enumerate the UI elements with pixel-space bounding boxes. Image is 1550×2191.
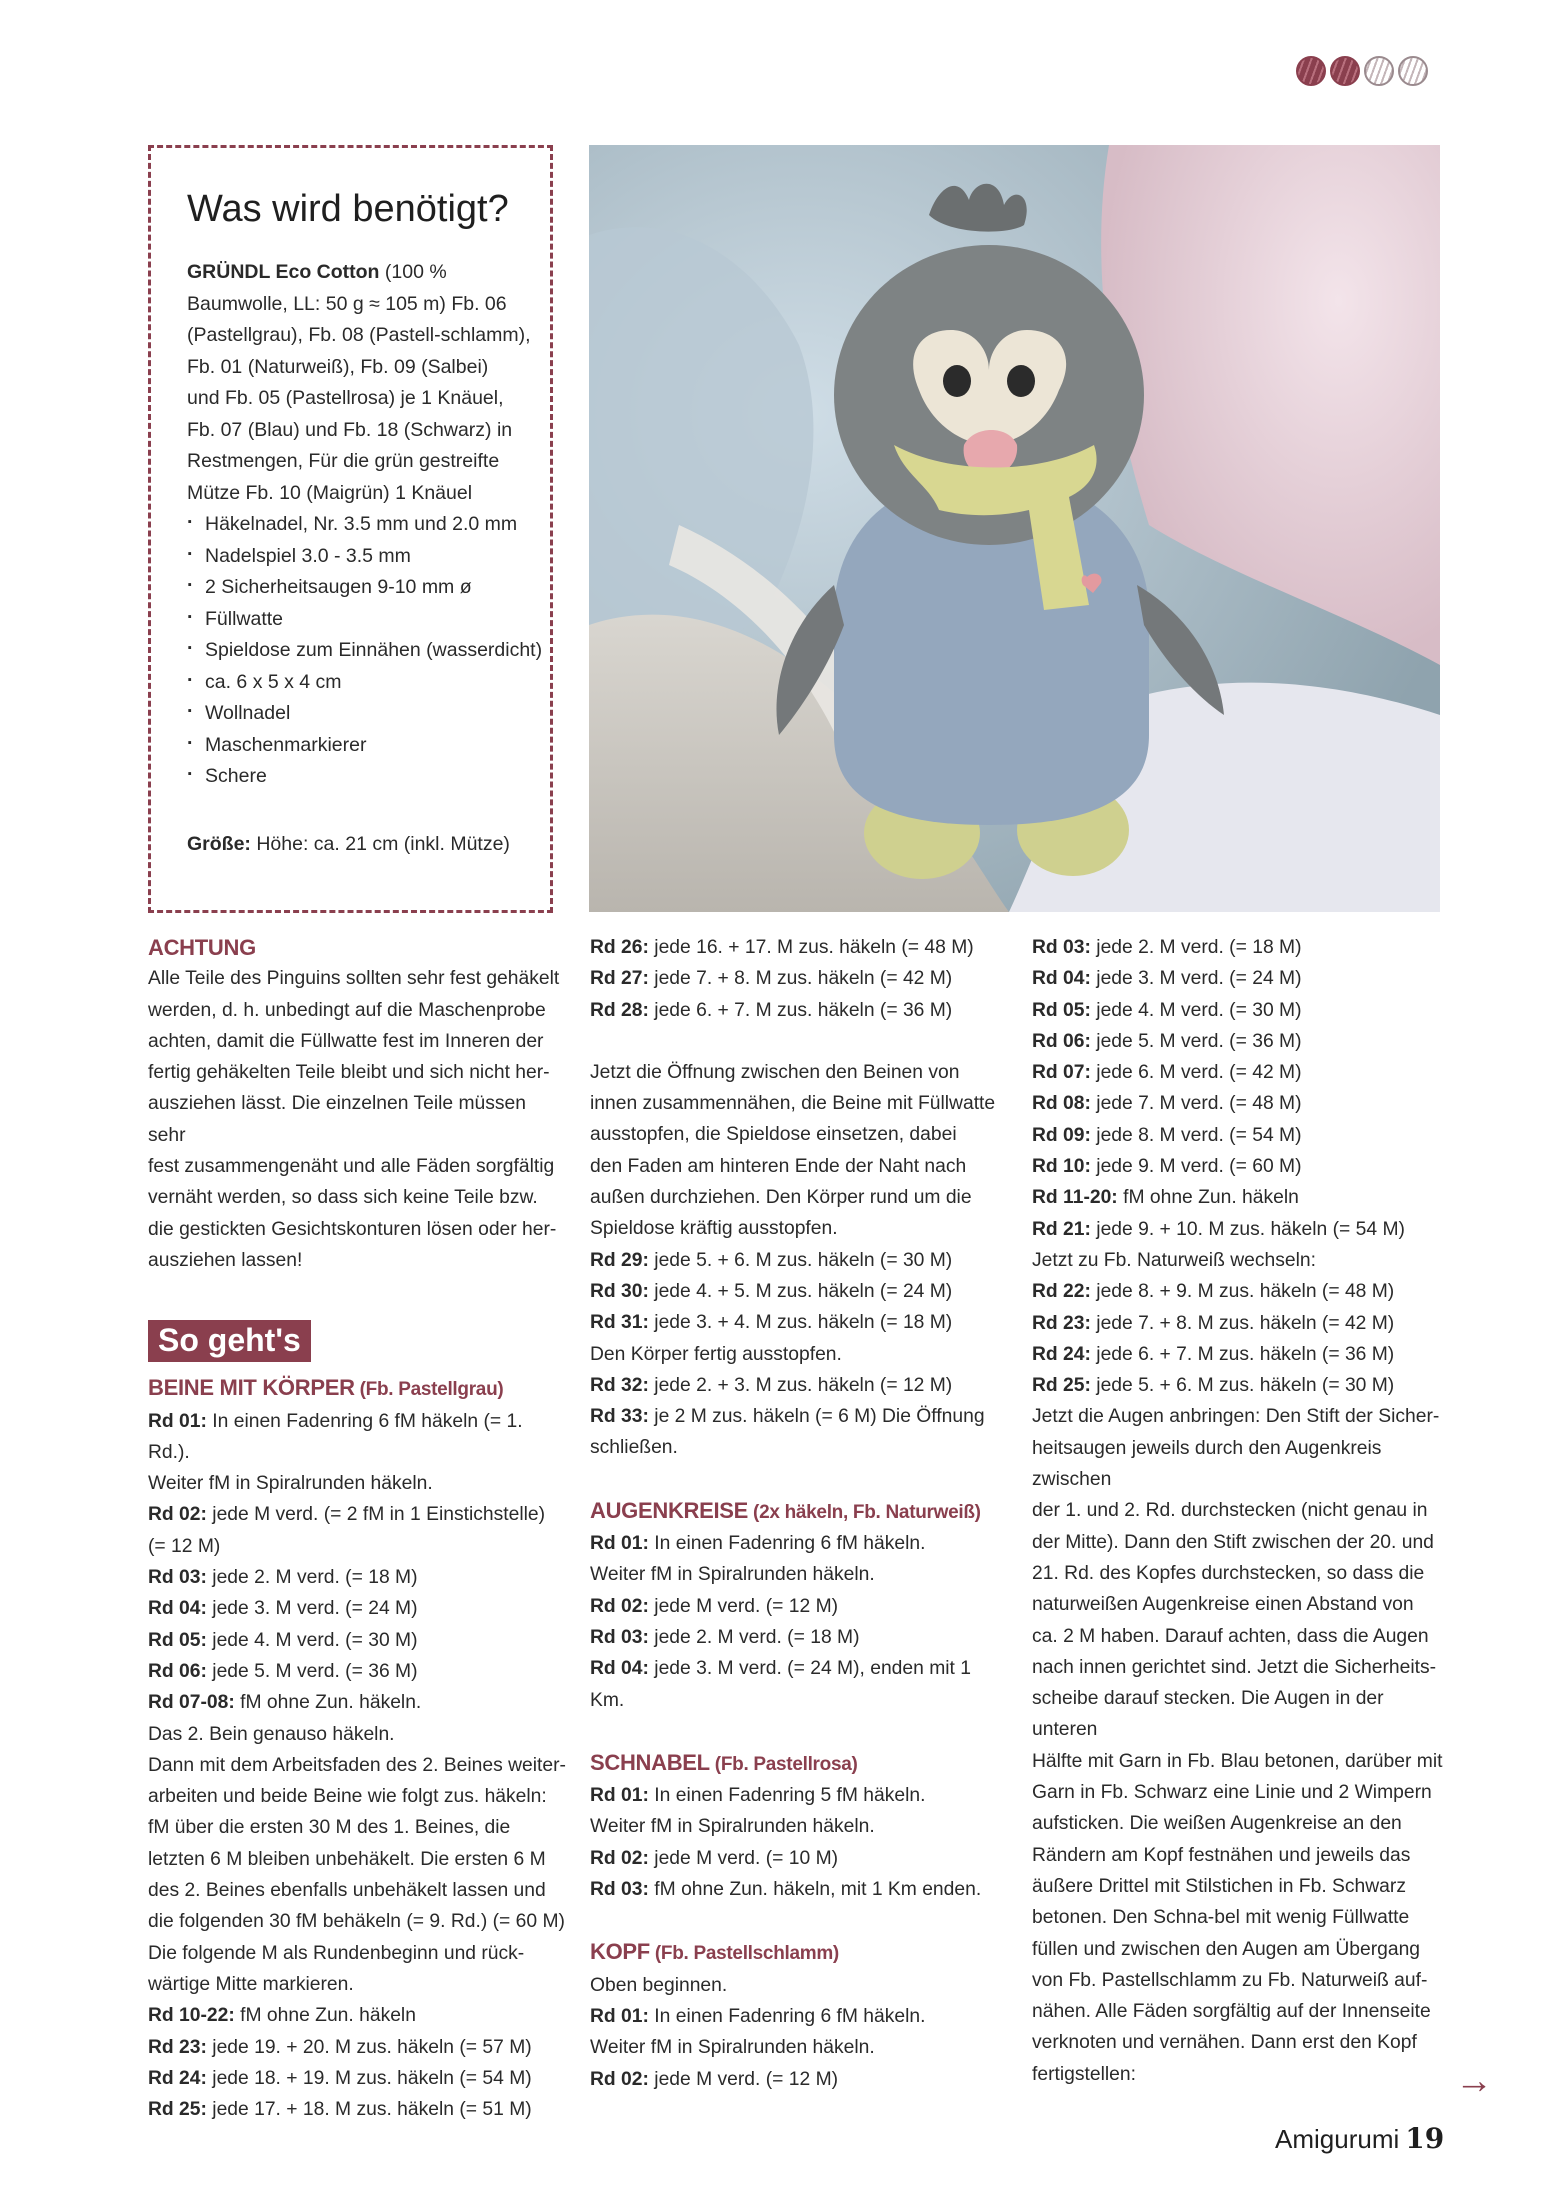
kopf-instructions <box>590 1970 1008 2095</box>
instruction-line <box>1032 1370 1450 1401</box>
instruction-text: jede 7. + 8. M zus. häkeln (= 42 M) <box>1090 1312 1395 1334</box>
instruction-line <box>590 1622 1008 1653</box>
round-label: Rd 05: <box>1032 999 1091 1021</box>
instruction-line <box>1032 1965 1450 1996</box>
instruction-line <box>148 1906 566 1937</box>
text-line: (Pastellgrau), Fb. 08 (Pastell-schlamm), <box>187 324 531 346</box>
column-1 <box>148 932 566 2125</box>
instruction-text: des 2. Beines ebenfalls unbehäkelt lassen und <box>148 1880 546 1902</box>
instruction-text: jede 6. + 7. M zus. häkeln (= 36 M) <box>648 999 953 1021</box>
beine-heading: BEINE MIT KÖRPER (Fb. Pastellgrau) <box>148 1375 504 1401</box>
column-3 <box>1032 932 1450 2090</box>
instruction-line <box>148 1875 566 1906</box>
instruction-text: fertigstellen: <box>1032 2063 1136 2085</box>
instruction-line <box>590 995 1008 1026</box>
round-label: Rd 06: <box>148 1660 207 1682</box>
instruction-text: jede 9. M verd. (= 60 M) <box>1090 1156 1302 1178</box>
instruction-text: jede 6. + 7. M zus. häkeln (= 36 M) <box>1090 1343 1395 1365</box>
material-item: · Nadelspiel 3.0 - 3.5 mm <box>187 541 550 573</box>
instruction-line <box>1032 1245 1450 1276</box>
round-label: Rd 02: <box>590 1847 649 1869</box>
instruction-line <box>148 1468 566 1499</box>
instruction-text: Garn in Fb. Schwarz eine Linie und 2 Wimpern <box>1032 1782 1432 1804</box>
instruction-text: Den Körper fertig ausstopfen. <box>590 1343 842 1365</box>
instruction-text: jede 7. M verd. (= 48 M) <box>1090 1093 1302 1115</box>
round-label: Rd 11-20: <box>1032 1187 1118 1209</box>
round-label: Rd 02: <box>590 1595 649 1617</box>
instruction-line <box>148 1781 566 1812</box>
material-item: · Füllwatte <box>187 604 550 636</box>
instruction-text: Jetzt zu Fb. Naturweiß wechseln: <box>1032 1249 1316 1271</box>
instruction-line <box>1032 1057 1450 1088</box>
instruction-line <box>148 1406 566 1469</box>
instruction-line <box>590 1874 1008 1905</box>
instruction-line <box>1032 932 1450 963</box>
instruction-text: Jetzt die Öffnung zwischen den Beinen von <box>590 1061 960 1083</box>
instruction-line <box>1032 1652 1450 1683</box>
instruction-line <box>1032 1026 1450 1057</box>
instruction-text: jede M verd. (= 12 M) <box>648 1595 839 1617</box>
instruction-text: jede 3. + 4. M zus. häkeln (= 18 M) <box>648 1312 953 1334</box>
round-label: Rd 30: <box>590 1280 649 1302</box>
instruction-line <box>590 1339 1008 1370</box>
instruction-line <box>1032 1558 1450 1589</box>
instruction-line <box>590 1591 1008 1622</box>
instruction-line <box>590 2032 1008 2063</box>
round-label: Rd 28: <box>590 999 649 1021</box>
instruction-text: jede 3. M verd. (= 24 M) <box>1090 968 1302 990</box>
instruction-line <box>1032 1401 1450 1432</box>
body-finish-instructions <box>590 1057 1008 1464</box>
kopf-instructions-continued <box>1032 932 1450 2090</box>
instruction-text: Dann mit dem Arbeitsfaden des 2. Beines weiter- <box>148 1754 566 1776</box>
instruction-line <box>590 963 1008 994</box>
text-line: (100 % <box>379 261 447 283</box>
page-footer <box>1275 2122 1444 2155</box>
schnabel-instructions <box>590 1780 1008 1905</box>
round-label: Rd 24: <box>148 2067 207 2089</box>
instruction-line <box>590 1151 1008 1182</box>
instruction-line <box>590 1528 1008 1559</box>
material-item: · 2 Sicherheitsaugen 9-10 mm ø <box>187 572 550 604</box>
round-label: Rd 23: <box>148 2036 207 2058</box>
round-label: Rd 03: <box>590 1879 649 1901</box>
material-item: · Schere <box>187 761 550 793</box>
instruction-text: ca. 2 M haben. Darauf achten, dass die Augen <box>1032 1625 1429 1647</box>
instruction-line <box>590 1843 1008 1874</box>
instruction-text: In einen Fadenring 5 fM häkeln. <box>648 1785 926 1807</box>
penguin-image <box>589 145 1440 912</box>
arrow-right-icon[interactable]: → <box>1455 2060 1493 2102</box>
instruction-text: nähen. Alle Fäden sorgfältig auf der Innenseite <box>1032 2001 1431 2023</box>
round-label: Rd 25: <box>1032 1375 1091 1397</box>
so-gehts-banner: So geht's <box>148 1320 311 1362</box>
text-line: Fb. 07 (Blau) und Fb. 18 (Schwarz) in <box>187 418 513 441</box>
instruction-text: Weiter fM in Spiralrunden häkeln. <box>590 1564 875 1586</box>
instruction-text: jede M verd. (= 2 fM in 1 Einstichstelle) <box>206 1504 546 1526</box>
round-label: Rd 31: <box>590 1312 649 1334</box>
instruction-text: jede 5. + 6. M zus. häkeln (= 30 M) <box>1090 1375 1395 1397</box>
material-item: · Wollnadel <box>187 698 550 730</box>
instruction-text: jede M verd. (= 10 M) <box>648 1847 839 1869</box>
instruction-line <box>1032 1621 1450 1652</box>
beine-instructions <box>148 1406 566 2126</box>
instruction-line <box>1032 963 1450 994</box>
instruction-line <box>148 1812 566 1843</box>
instruction-text: jede 5. M verd. (= 36 M) <box>206 1660 418 1682</box>
instruction-line <box>590 1276 1008 1307</box>
instruction-text: jede 6. M verd. (= 42 M) <box>1090 1062 1302 1084</box>
round-label: Rd 03: <box>590 1626 649 1648</box>
instruction-line <box>590 1119 1008 1150</box>
instruction-line <box>1032 1088 1450 1119</box>
materials-title: Was wird benötigt? <box>187 188 509 230</box>
instruction-text: jede 4. + 5. M zus. häkeln (= 24 M) <box>648 1280 953 1302</box>
instruction-line <box>590 1057 1008 1088</box>
instruction-text: aufsticken. Die weißen Augenkreise an den <box>1032 1813 1402 1835</box>
instruction-text: jede 19. + 20. M zus. häkeln (= 57 M) <box>206 2036 532 2058</box>
instruction-line <box>1032 1433 1450 1496</box>
instruction-text: jede 2. M verd. (= 18 M) <box>1090 937 1302 958</box>
instruction-text: ausstopfen, die Spieldose einsetzen, dabei <box>590 1124 957 1146</box>
round-label: Rd 01: <box>590 1533 649 1555</box>
instruction-text: äußere Drittel mit Stilstichen in Fb. Schwarz <box>1032 1875 1406 1897</box>
instruction-text: wärtige Mitte markieren. <box>148 1973 354 1995</box>
kopf-heading: KOPF (Fb. Pastellschlamm) <box>590 1939 839 1965</box>
instruction-text: Hälfte mit Garn in Fb. Blau betonen, darüber mit <box>1032 1750 1443 1772</box>
instruction-text: jede 16. + 17. M zus. häkeln (= 48 M) <box>648 937 974 958</box>
instruction-text: fM ohne Zun. häkeln. <box>234 1692 422 1714</box>
material-item: · ca. 6 x 5 x 4 cm <box>187 667 550 699</box>
round-label: Rd 23: <box>1032 1312 1091 1334</box>
yarn-ball-icon <box>1296 56 1326 86</box>
text-line: fest zusammengenäht und alle Fäden sorgfältig <box>148 1156 555 1178</box>
round-label: Rd 04: <box>1032 968 1091 990</box>
instruction-line <box>590 1653 1008 1716</box>
augenkreise-instructions <box>590 1528 1008 1716</box>
round-label: Rd 32: <box>590 1374 649 1396</box>
instruction-text: Das 2. Bein genauso häkeln. <box>148 1723 395 1745</box>
instruction-text: scheibe darauf stecken. Die Augen in der unteren <box>1032 1688 1384 1741</box>
yarn-ball-icon <box>1364 56 1394 86</box>
material-item: · Häkelnadel, Nr. 3.5 mm und 2.0 mm <box>187 509 550 541</box>
instruction-text: (= 12 M) <box>148 1535 221 1557</box>
round-label: Rd 21: <box>1032 1218 1091 1240</box>
instruction-text: von Fb. Pastellschlamm zu Fb. Naturweiß auf- <box>1032 1969 1428 1991</box>
instruction-line <box>1032 1151 1450 1182</box>
instruction-line <box>1032 1746 1450 1777</box>
instruction-line <box>1032 2027 1450 2058</box>
round-label: Rd 04: <box>590 1658 649 1680</box>
instruction-line <box>1032 2059 1450 2090</box>
round-label: Rd 08: <box>1032 1093 1091 1115</box>
instruction-line <box>148 1656 566 1687</box>
instruction-text: jede 5. M verd. (= 36 M) <box>1090 1030 1302 1052</box>
text-line: achten, damit die Füllwatte fest im Inneren der <box>148 1030 544 1052</box>
instruction-line <box>590 1970 1008 2001</box>
instruction-line <box>1032 1214 1450 1245</box>
instruction-text: Weiter fM in Spiralrunden häkeln. <box>590 1816 875 1838</box>
round-label: Rd 22: <box>1032 1281 1091 1303</box>
instruction-line <box>590 932 1008 963</box>
size-label: Größe: <box>187 832 251 855</box>
difficulty-rating <box>1296 56 1428 86</box>
instruction-text: arbeiten und beide Beine wie folgt zus. häkeln: <box>148 1786 547 1808</box>
augenkreise-heading: AUGENKREISE (2x häkeln, Fb. Naturweiß) <box>590 1497 981 1523</box>
achtung-text <box>148 963 566 1276</box>
instruction-line <box>590 1780 1008 1811</box>
instruction-line <box>1032 1871 1450 1902</box>
instruction-text: heitsaugen jeweils durch den Augenkreis zwischen <box>1032 1437 1382 1491</box>
instruction-line <box>1032 1777 1450 1808</box>
round-label: Rd 03: <box>1032 937 1091 958</box>
instruction-line <box>1032 1996 1450 2027</box>
instruction-text: jede 17. + 18. M zus. häkeln (= 51 M) <box>206 2099 532 2121</box>
yarn-name: GRÜNDL Eco Cotton <box>187 261 380 283</box>
instruction-text: fM ohne Zun. häkeln, mit 1 Km enden. <box>648 1879 982 1901</box>
instruction-text: fM ohne Zun. häkeln <box>234 2005 416 2027</box>
achtung-heading: ACHTUNG <box>148 935 256 960</box>
round-label: Rd 27: <box>590 968 649 990</box>
instruction-line <box>590 1088 1008 1119</box>
instruction-line <box>148 1750 566 1781</box>
instruction-text: Spieldose kräftig ausstopfen. <box>590 1218 838 1240</box>
instruction-line <box>148 2032 566 2063</box>
round-label: Rd 25: <box>148 2099 207 2121</box>
instruction-text: jede 8. M verd. (= 54 M) <box>1090 1124 1302 1146</box>
round-label: Rd 29: <box>590 1249 649 1271</box>
materials-list <box>187 509 550 793</box>
yarn-ball-icon <box>1330 56 1360 86</box>
instruction-text: jede 5. + 6. M zus. häkeln (= 30 M) <box>648 1249 953 1271</box>
round-label: Rd 04: <box>148 1598 207 1620</box>
instruction-line <box>1032 1902 1450 1933</box>
schnabel-heading: SCHNABEL (Fb. Pastellrosa) <box>590 1749 858 1775</box>
round-label: Rd 01: <box>590 1785 649 1807</box>
instruction-line <box>148 2063 566 2094</box>
text-line: vernäht werden, so dass sich keine Teile bzw. <box>148 1187 538 1209</box>
text-line: werden, d. h. unbedingt auf die Maschenprobe <box>148 999 546 1021</box>
instruction-line <box>590 2001 1008 2032</box>
instruction-line <box>590 1213 1008 1244</box>
instruction-text: jede 4. M verd. (= 30 M) <box>206 1629 418 1651</box>
instruction-line <box>590 2064 1008 2095</box>
column-2 <box>590 932 1008 2095</box>
instruction-text: In einen Fadenring 6 fM häkeln (= 1. Rd.). <box>148 1410 523 1463</box>
text-line: Fb. 01 (Naturweiß), Fb. 09 (Salbei) <box>187 355 489 378</box>
instruction-text: jede M verd. (= 12 M) <box>648 2068 839 2090</box>
instruction-text: Jetzt die Augen anbringen: Den Stift der Sicher- <box>1032 1406 1440 1428</box>
round-label: Rd 03: <box>148 1567 207 1589</box>
instruction-text: jede 3. M verd. (= 24 M), enden mit 1 Km. <box>590 1658 971 1711</box>
round-label: Rd 26: <box>590 937 649 958</box>
instruction-line <box>590 1811 1008 1842</box>
instruction-line <box>590 1432 1008 1463</box>
instruction-text: nach innen gerichtet sind. Jetzt die Sicherheits- <box>1032 1656 1437 1678</box>
instruction-text: In einen Fadenring 6 fM häkeln. <box>648 2005 926 2027</box>
instruction-text: jede 9. + 10. M zus. häkeln (= 54 M) <box>1090 1218 1405 1240</box>
text-line: ausziehen lässt. Die einzelnen Teile müssen sehr <box>148 1093 526 1146</box>
materials-box <box>148 145 553 913</box>
text-line: Baumwolle, LL: 50 g ≈ 105 m) Fb. 06 <box>187 292 507 315</box>
instruction-line <box>148 1499 566 1530</box>
page-number: 19 <box>1405 2122 1445 2155</box>
instruction-line <box>1032 1495 1450 1526</box>
instruction-text: letzten 6 M bleiben unbehäkelt. Die ersten 6 M <box>148 1848 546 1870</box>
instruction-line <box>148 1844 566 1875</box>
instruction-text: verknoten und vernähen. Dann erst den Kopf <box>1032 2032 1417 2054</box>
text-line: Alle Teile des Pinguins sollten sehr fest gehäkelt <box>148 968 560 990</box>
instruction-line <box>148 1687 566 1718</box>
text-line: die gestickten Gesichtskonturen lösen oder her- <box>148 1218 557 1240</box>
instruction-line <box>1032 1683 1450 1746</box>
yarn-description <box>187 257 550 509</box>
round-label: Rd 07: <box>1032 1062 1091 1084</box>
size-value: Höhe: ca. 21 cm (inkl. Mütze) <box>250 832 510 855</box>
penguin-photo <box>589 145 1440 912</box>
instruction-text: jede 4. M verd. (= 30 M) <box>1090 999 1302 1021</box>
round-label: Rd 02: <box>590 2068 649 2090</box>
text-line: Restmengen, Für die grün gestreifte <box>187 450 500 472</box>
magazine-name: Amigurumi <box>1275 2124 1400 2154</box>
text-line: ausziehen lassen! <box>148 1249 303 1271</box>
instruction-text: jede 3. M verd. (= 24 M) <box>206 1598 418 1620</box>
instruction-text: Weiter fM in Spiralrunden häkeln. <box>590 2037 875 2059</box>
round-label: Rd 02: <box>148 1504 207 1526</box>
instruction-line <box>590 1182 1008 1213</box>
instruction-text: außen durchziehen. Den Körper rund um die <box>590 1187 972 1209</box>
instruction-text: je 2 M zus. häkeln (= 6 M) Die Öffnung <box>648 1406 985 1428</box>
instruction-line <box>1032 1589 1450 1620</box>
instruction-line <box>148 1938 566 1969</box>
text-line: Mütze Fb. 10 (Maigrün) 1 Knäuel <box>187 481 473 504</box>
instruction-line <box>1032 1527 1450 1558</box>
instruction-line <box>1032 1840 1450 1871</box>
instruction-line <box>590 1245 1008 1276</box>
instruction-text: innen zusammennähen, die Beine mit Füllwatte <box>590 1093 996 1115</box>
instruction-line <box>1032 1276 1450 1307</box>
round-label: Rd 09: <box>1032 1124 1091 1146</box>
size-info <box>187 829 550 861</box>
instruction-line <box>1032 1308 1450 1339</box>
instruction-line <box>1032 1808 1450 1839</box>
round-label: Rd 01: <box>590 2005 649 2027</box>
instruction-text: jede 7. + 8. M zus. häkeln (= 42 M) <box>648 968 953 990</box>
instruction-line <box>590 1559 1008 1590</box>
body-rounds <box>590 932 1008 1026</box>
instruction-text: fM über die ersten 30 M des 1. Beines, die <box>148 1817 511 1839</box>
instruction-text: naturweißen Augenkreise einen Abstand von <box>1032 1594 1414 1616</box>
instruction-text: jede 18. + 19. M zus. häkeln (= 54 M) <box>206 2067 532 2089</box>
instruction-line <box>148 2000 566 2031</box>
instruction-text: den Faden am hinteren Ende der Naht nach <box>590 1155 967 1177</box>
instruction-text: In einen Fadenring 6 fM häkeln. <box>648 1533 926 1555</box>
instruction-text: die folgenden 30 fM behäkeln (= 9. Rd.) (= 60 M) <box>148 1911 565 1933</box>
instruction-line <box>148 1719 566 1750</box>
instruction-text: jede 2. M verd. (= 18 M) <box>206 1567 418 1589</box>
instruction-line <box>590 1307 1008 1338</box>
round-label: Rd 24: <box>1032 1343 1091 1365</box>
instruction-text: füllen und zwischen den Augen am Übergang <box>1032 1938 1421 1960</box>
instruction-text: der 1. und 2. Rd. durchstecken (nicht genau in <box>1032 1500 1428 1522</box>
round-label: Rd 10: <box>1032 1156 1091 1178</box>
material-item: · Spieldose zum Einnähen (wasserdicht) <box>187 635 550 667</box>
instruction-text: betonen. Den Schna-bel mit wenig Füllwatte <box>1032 1907 1410 1929</box>
instruction-text: Die folgende M als Rundenbeginn und rück- <box>148 1942 525 1964</box>
instruction-text: jede 2. + 3. M zus. häkeln (= 12 M) <box>648 1374 953 1396</box>
instruction-text: Weiter fM in Spiralrunden häkeln. <box>148 1473 433 1495</box>
instruction-line <box>1032 1934 1450 1965</box>
instruction-text: Rändern am Kopf festnähen und jeweils das <box>1032 1844 1411 1866</box>
material-item: · Maschenmarkierer <box>187 730 550 762</box>
instruction-line <box>1032 1120 1450 1151</box>
instruction-line <box>590 1370 1008 1401</box>
instruction-text: jede 2. M verd. (= 18 M) <box>648 1626 860 1648</box>
instruction-line <box>148 1562 566 1593</box>
instruction-text: schließen. <box>590 1437 678 1459</box>
round-label: Rd 10-22: <box>148 2005 235 2027</box>
text-line: und Fb. 05 (Pastellrosa) je 1 Knäuel, <box>187 387 504 409</box>
instruction-line <box>1032 1182 1450 1213</box>
instruction-text: der Mitte). Dann den Stift zwischen der 20. und <box>1032 1531 1434 1553</box>
round-label: Rd 06: <box>1032 1030 1091 1052</box>
instruction-text: Oben beginnen. <box>590 1974 728 1996</box>
instruction-line <box>148 1593 566 1624</box>
round-label: Rd 33: <box>590 1406 649 1428</box>
round-label: Rd 01: <box>148 1410 207 1432</box>
round-label: Rd 07-08: <box>148 1692 235 1714</box>
instruction-line <box>148 2094 566 2125</box>
text-line: fertig gehäkelten Teile bleibt und sich nicht her- <box>148 1062 550 1084</box>
instruction-line <box>148 1531 566 1562</box>
instruction-line <box>590 1401 1008 1432</box>
round-label: Rd 05: <box>148 1629 207 1651</box>
yarn-ball-icon <box>1398 56 1428 86</box>
instruction-line <box>148 1969 566 2000</box>
instruction-line <box>1032 1339 1450 1370</box>
instruction-line <box>148 1625 566 1656</box>
instruction-text: jede 8. + 9. M zus. häkeln (= 48 M) <box>1090 1281 1395 1303</box>
instruction-line <box>1032 995 1450 1026</box>
instruction-text: fM ohne Zun. häkeln <box>1117 1187 1299 1209</box>
instruction-text: 21. Rd. des Kopfes durchstecken, so dass die <box>1032 1562 1425 1584</box>
